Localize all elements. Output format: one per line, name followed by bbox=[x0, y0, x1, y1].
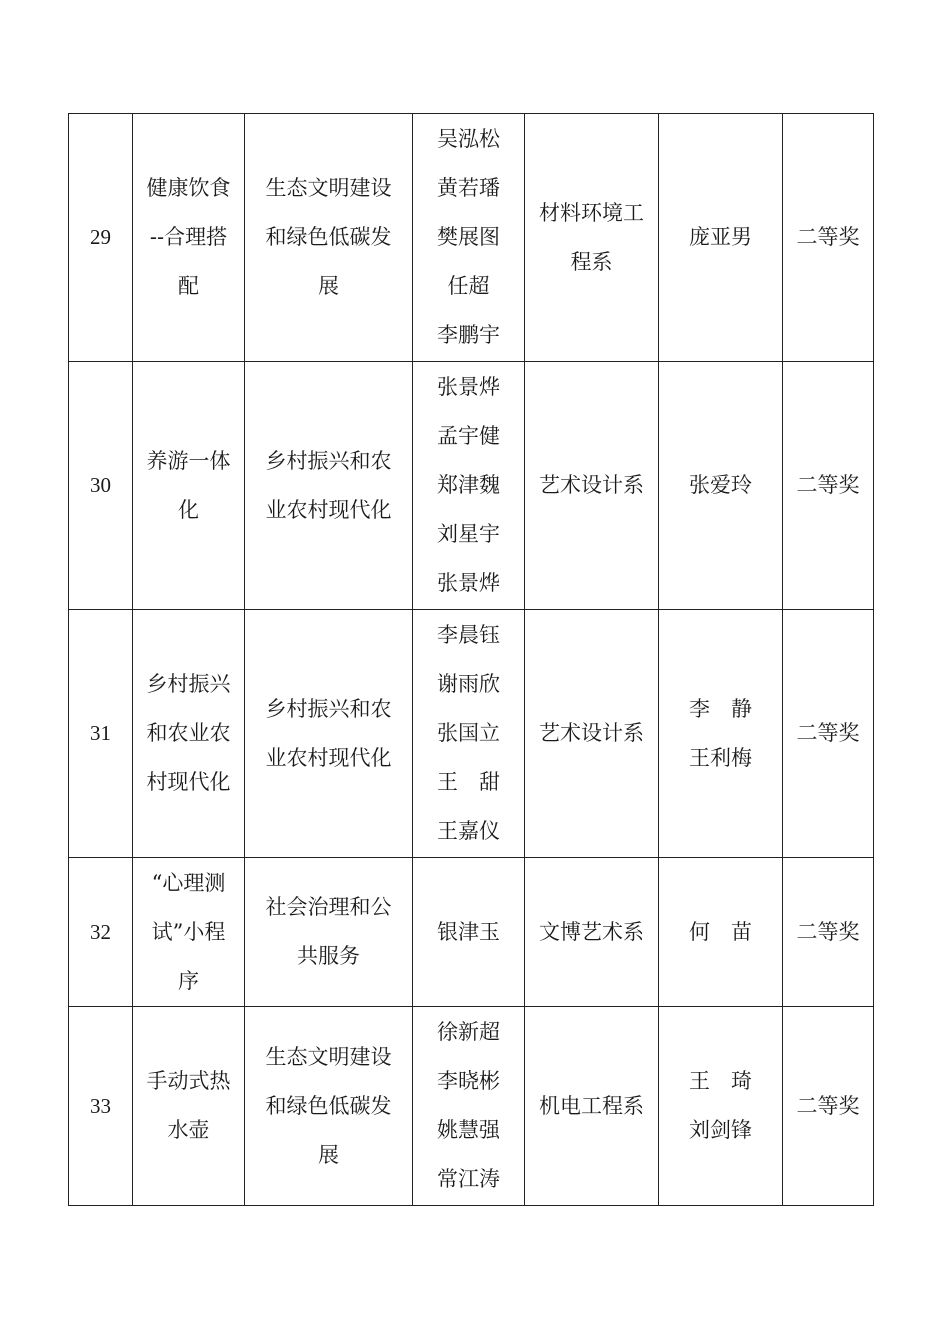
department: 艺术设计系 bbox=[525, 610, 659, 858]
project-name: 健康饮食 --合理搭 配 bbox=[133, 114, 245, 362]
team-members: 徐新超 李晓彬 姚慧强 常江涛 bbox=[413, 1007, 525, 1206]
row-number: 29 bbox=[69, 114, 133, 362]
track-name: 乡村振兴和农 业农村现代化 bbox=[245, 610, 413, 858]
award-level: 二等奖 bbox=[783, 1007, 874, 1206]
award-level: 二等奖 bbox=[783, 362, 874, 610]
table-body bbox=[69, 114, 874, 1206]
project-name: 养游一体 化 bbox=[133, 362, 245, 610]
department: 艺术设计系 bbox=[525, 362, 659, 610]
track-name: 乡村振兴和农 业农村现代化 bbox=[245, 362, 413, 610]
row-number: 30 bbox=[69, 362, 133, 610]
award-level: 二等奖 bbox=[783, 858, 874, 1007]
table-row bbox=[69, 1007, 874, 1206]
advisor: 庞亚男 bbox=[659, 114, 783, 362]
table-row bbox=[69, 362, 874, 610]
table-row bbox=[69, 858, 874, 1007]
department: 材料环境工 程系 bbox=[525, 114, 659, 362]
advisor: 王 琦 刘剑锋 bbox=[659, 1007, 783, 1206]
table-row bbox=[69, 114, 874, 362]
project-name: “心理测 试”小程 序 bbox=[133, 858, 245, 1007]
department: 机电工程系 bbox=[525, 1007, 659, 1206]
team-members: 吴泓松 黄若璠 樊展图 任超 李鹏宇 bbox=[413, 114, 525, 362]
track-name: 生态文明建设 和绿色低碳发 展 bbox=[245, 1007, 413, 1206]
project-name: 乡村振兴 和农业农 村现代化 bbox=[133, 610, 245, 858]
award-level: 二等奖 bbox=[783, 114, 874, 362]
award-table bbox=[68, 113, 874, 1206]
row-number: 33 bbox=[69, 1007, 133, 1206]
department: 文博艺术系 bbox=[525, 858, 659, 1007]
track-name: 社会治理和公 共服务 bbox=[245, 858, 413, 1007]
team-members: 张景烨 孟宇健 郑津魏 刘星宇 张景烨 bbox=[413, 362, 525, 610]
advisor: 李 静 王利梅 bbox=[659, 610, 783, 858]
project-name: 手动式热 水壶 bbox=[133, 1007, 245, 1206]
track-name: 生态文明建设 和绿色低碳发 展 bbox=[245, 114, 413, 362]
advisor: 张爱玲 bbox=[659, 362, 783, 610]
team-members: 李晨钰 谢雨欣 张国立 王 甜 王嘉仪 bbox=[413, 610, 525, 858]
row-number: 31 bbox=[69, 610, 133, 858]
award-level: 二等奖 bbox=[783, 610, 874, 858]
team-members: 银津玉 bbox=[413, 858, 525, 1007]
row-number: 32 bbox=[69, 858, 133, 1007]
table-row bbox=[69, 610, 874, 858]
advisor: 何 苗 bbox=[659, 858, 783, 1007]
